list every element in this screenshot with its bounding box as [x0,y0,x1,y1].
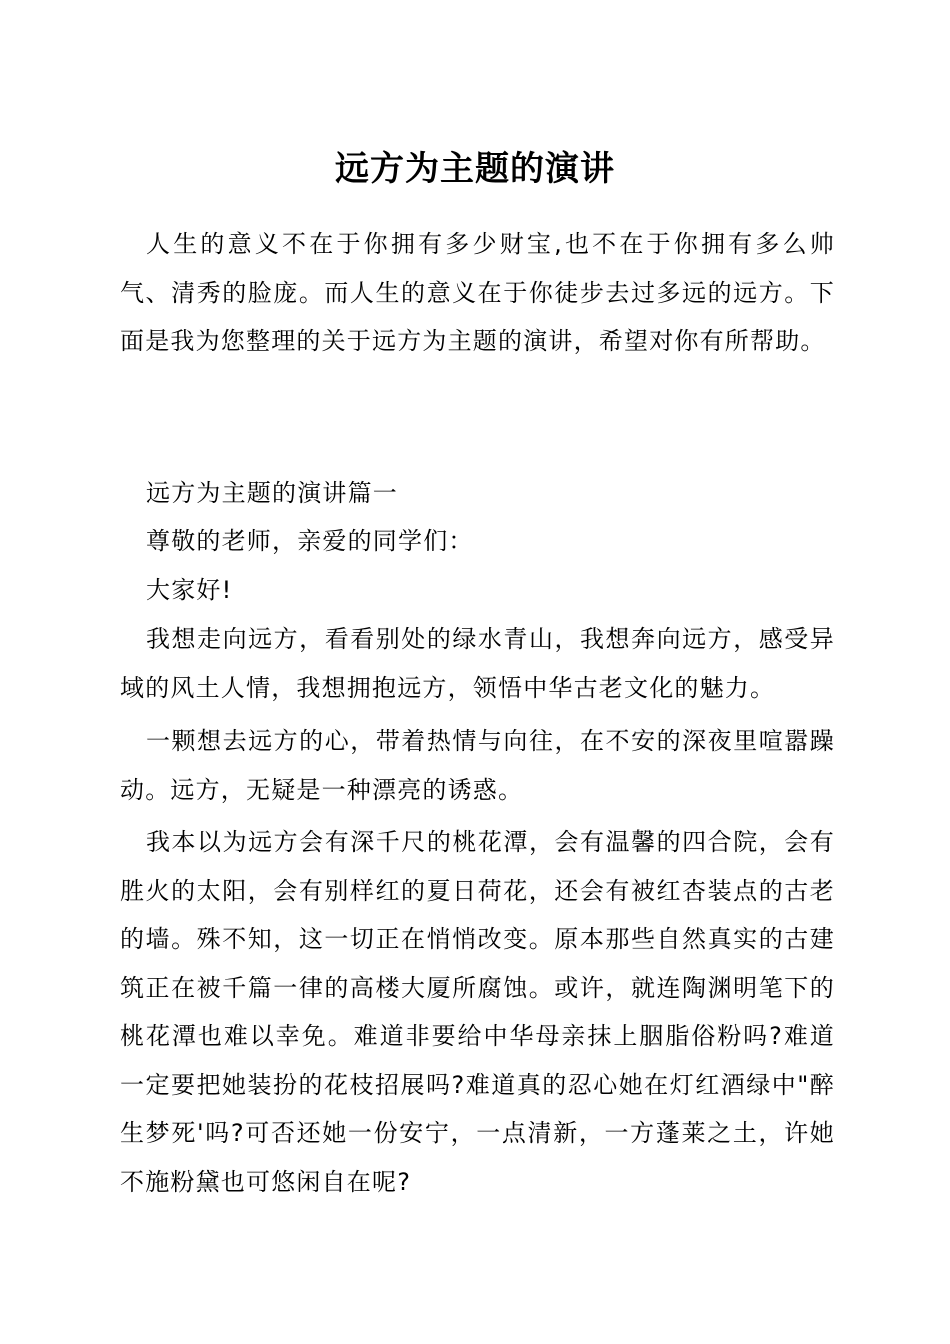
body-paragraph-2: 一颗想去远方的心，带着热情与向往，在不安的深夜里喧嚣躁动。远方，无疑是一种漂亮的诱惑。 [120,727,835,804]
body-paragraph-1: 我想走向远方，看看别处的绿水青山，我想奔向远方，感受异域的风土人情，我想拥抱远方，领悟中华古老文化的魅力。 [120,625,835,702]
intro-paragraph: 人生的意义不在于你拥有多少财宝,也不在于你拥有多么帅气、清秀的脸庞。而人生的意义在于你徒步去过多远的远方。下面是我为您整理的关于远方为主题的演讲，希望对你有所帮助。 [120,230,835,355]
hello-line: 大家好! [146,576,233,604]
document-title: 远方为主题的演讲 [335,149,615,189]
section-heading: 远方为主题的演讲篇一 [146,479,398,507]
body-paragraph-3: 我本以为远方会有深千尺的桃花潭，会有温馨的四合院，会有胜火的太阳，会有别样红的夏日荷花，还会有被红杏装点的古老的墙。殊不知，这一切正在悄悄改变。原本那些自然真实的古建筑正在被千篇一律的高楼大厦所腐蚀。或许，就连陶渊明笔下的桃花潭也难以幸免。难道非要给中华母亲抹上胭脂俗粉吗?难道一定要把她装扮的花枝招展吗?难道真的忍心她在灯红酒绿中"醉生梦死'吗?可否还她一份安宁，一点清新，一方蓬莱之土，许她不施粉黛也可悠闲自在呢? [120,828,835,1196]
greeting-line: 尊敬的老师，亲爱的同学们： [146,527,474,555]
